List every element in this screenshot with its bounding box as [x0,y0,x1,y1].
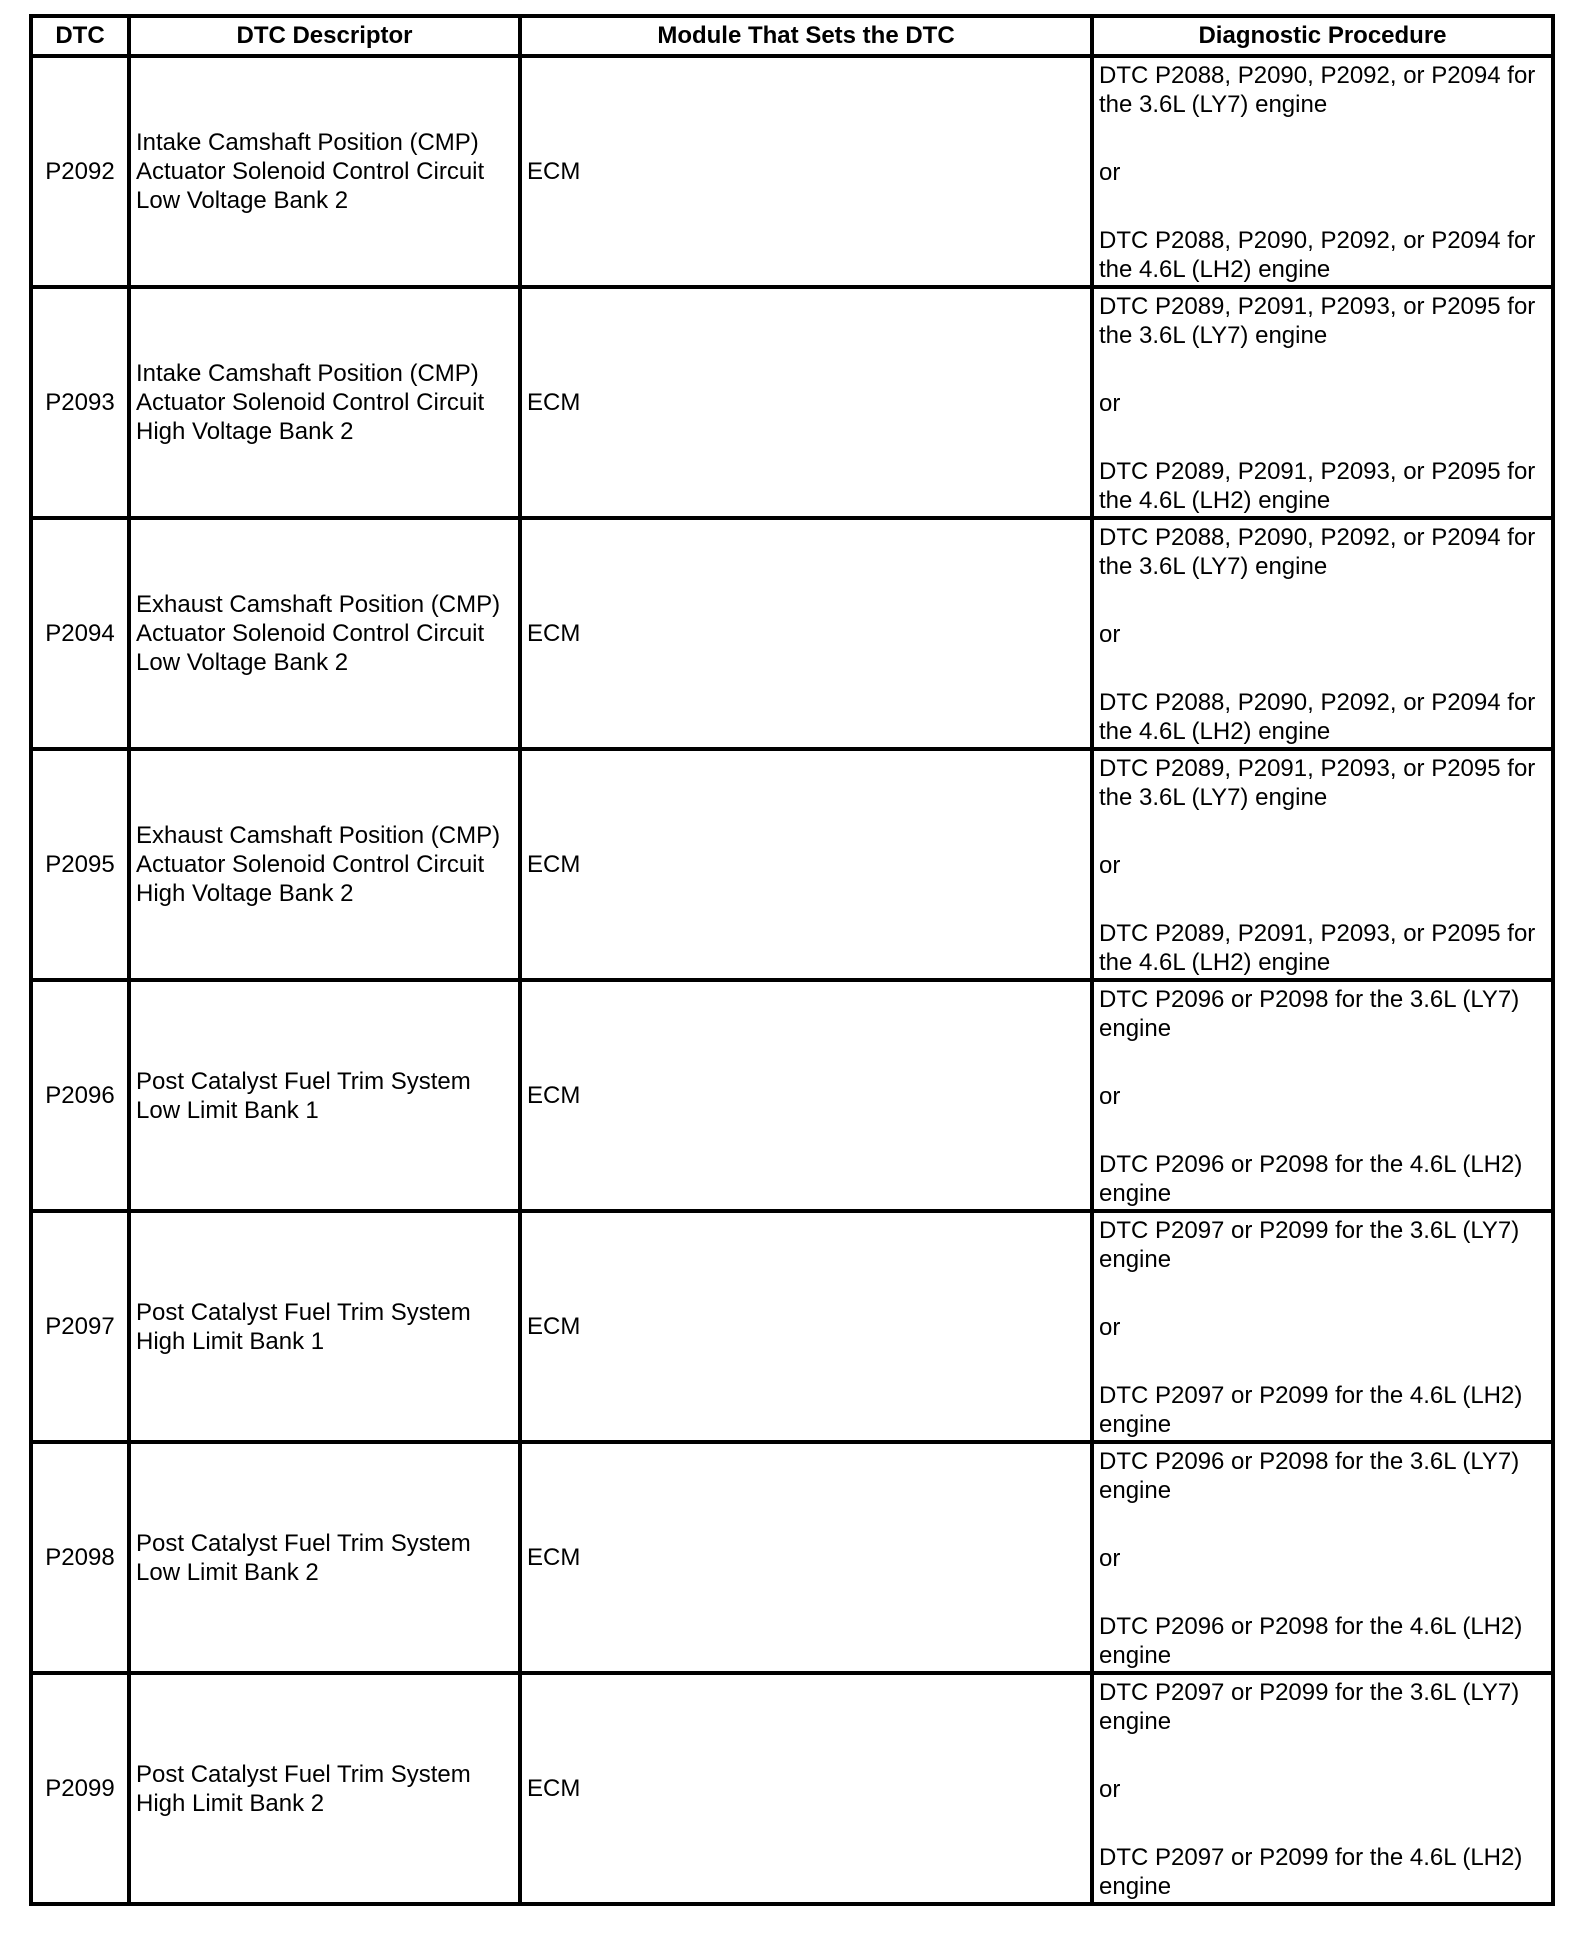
module-name: ECM [520,56,1092,287]
procedure-link-ly7[interactable]: DTC P2097 or P2099 for the 3.6L (LY7) engine [1099,1217,1520,1273]
dtc-table [29,14,1555,1906]
dtc-descriptor: Exhaust Camshaft Position (CMP) Actuator Solenoid Control Circuit High Voltage Bank 2 [129,749,520,980]
table-row [31,980,1553,1211]
module-name: ECM [520,1442,1092,1673]
procedure-link-lh2[interactable]: DTC P2088, P2090, P2092, or P2094 for the 4.6L (LH2) engine [1099,227,1536,283]
module-name: ECM [520,749,1092,980]
table-row [31,1673,1553,1904]
diagnostic-procedure [1092,749,1553,980]
procedure-link-ly7[interactable]: DTC P2089, P2091, P2093, or P2095 for the 3.6L (LY7) engine [1099,293,1536,349]
procedure-link-lh2[interactable]: DTC P2097 or P2099 for the 4.6L (LH2) engine [1099,1844,1523,1900]
dtc-code: P2096 [31,980,129,1211]
procedure-link-lh2[interactable]: DTC P2096 or P2098 for the 4.6L (LH2) engine [1099,1613,1523,1669]
diagnostic-procedure [1092,518,1553,749]
dtc-code: P2095 [31,749,129,980]
table-header [31,16,1553,56]
dtc-descriptor: Post Catalyst Fuel Trim System High Limit Bank 1 [129,1211,520,1442]
dtc-descriptor: Post Catalyst Fuel Trim System Low Limit Bank 1 [129,980,520,1211]
header-module: Module That Sets the DTC [520,16,1092,56]
procedure-or: or [1099,1545,1121,1572]
procedure-or: or [1099,1083,1121,1110]
header-row [31,16,1553,56]
module-name: ECM [520,287,1092,518]
module-name: ECM [520,1211,1092,1442]
table-row [31,749,1553,980]
procedure-link-lh2[interactable]: DTC P2097 or P2099 for the 4.6L (LH2) engine [1099,1382,1523,1438]
diagnostic-procedure [1092,56,1553,287]
header-dtc-descriptor: DTC Descriptor [129,16,520,56]
procedure-link-lh2[interactable]: DTC P2088, P2090, P2092, or P2094 for the 4.6L (LH2) engine [1099,689,1536,745]
dtc-descriptor: Intake Camshaft Position (CMP) Actuator Solenoid Control Circuit High Voltage Bank 2 [129,287,520,518]
dtc-descriptor: Exhaust Camshaft Position (CMP) Actuator Solenoid Control Circuit Low Voltage Bank 2 [129,518,520,749]
header-dtc: DTC [31,16,129,56]
module-name: ECM [520,980,1092,1211]
procedure-or: or [1099,159,1121,186]
table-row [31,518,1553,749]
dtc-code: P2094 [31,518,129,749]
procedure-link-lh2[interactable]: DTC P2089, P2091, P2093, or P2095 for the 4.6L (LH2) engine [1099,920,1536,976]
dtc-code: P2097 [31,1211,129,1442]
dtc-descriptor: Post Catalyst Fuel Trim System Low Limit Bank 2 [129,1442,520,1673]
procedure-link-ly7[interactable]: DTC P2088, P2090, P2092, or P2094 for the 3.6L (LY7) engine [1099,524,1536,580]
dtc-code: P2098 [31,1442,129,1673]
procedure-or: or [1099,1776,1121,1803]
diagnostic-procedure [1092,1211,1553,1442]
procedure-link-lh2[interactable]: DTC P2089, P2091, P2093, or P2095 for the 4.6L (LH2) engine [1099,458,1536,514]
dtc-descriptor: Post Catalyst Fuel Trim System High Limit Bank 2 [129,1673,520,1904]
module-name: ECM [520,518,1092,749]
procedure-link-lh2[interactable]: DTC P2096 or P2098 for the 4.6L (LH2) engine [1099,1151,1523,1207]
diagnostic-procedure [1092,980,1553,1211]
table-row [31,56,1553,287]
procedure-or: or [1099,852,1121,879]
procedure-or: or [1099,1314,1121,1341]
diagnostic-procedure [1092,1442,1553,1673]
table-row [31,287,1553,518]
module-name: ECM [520,1673,1092,1904]
procedure-link-ly7[interactable]: DTC P2096 or P2098 for the 3.6L (LY7) engine [1099,986,1520,1042]
table-body [31,56,1553,1904]
dtc-code: P2093 [31,287,129,518]
procedure-link-ly7[interactable]: DTC P2096 or P2098 for the 3.6L (LY7) engine [1099,1448,1520,1504]
diagnostic-procedure [1092,1673,1553,1904]
dtc-code: P2099 [31,1673,129,1904]
header-diagnostic-procedure: Diagnostic Procedure [1092,16,1553,56]
procedure-or: or [1099,621,1121,648]
dtc-descriptor: Intake Camshaft Position (CMP) Actuator Solenoid Control Circuit Low Voltage Bank 2 [129,56,520,287]
procedure-link-ly7[interactable]: DTC P2089, P2091, P2093, or P2095 for the 3.6L (LY7) engine [1099,755,1536,811]
procedure-link-ly7[interactable]: DTC P2097 or P2099 for the 3.6L (LY7) engine [1099,1679,1520,1735]
diagnostic-procedure [1092,287,1553,518]
procedure-link-ly7[interactable]: DTC P2088, P2090, P2092, or P2094 for the 3.6L (LY7) engine [1099,62,1536,118]
dtc-code: P2092 [31,56,129,287]
table-row [31,1211,1553,1442]
table-row [31,1442,1553,1673]
procedure-or: or [1099,390,1121,417]
